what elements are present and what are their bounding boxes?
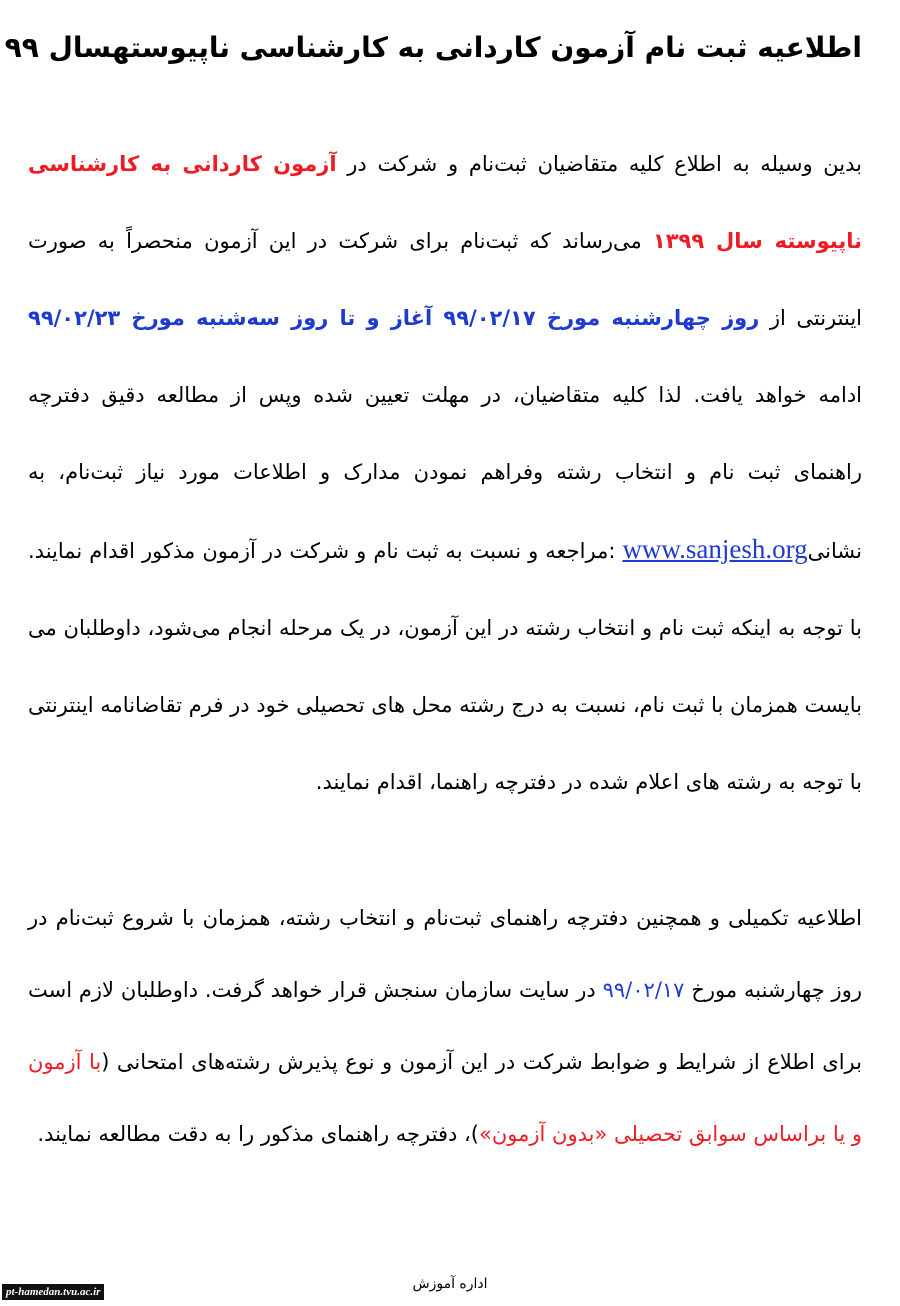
text-segment: )، دفترچه راهنمای مذکور را به دقت مطالعه نمایند. [37, 1122, 479, 1146]
date-highlight: ۹۹/۰۲/۱۷ [602, 978, 685, 1002]
text-segment: بدین وسیله به اطلاع کلیه متقاضیان ثبت‌نام و شرکت در [336, 152, 863, 176]
page-title: اطلاعیه ثبت نام آزمون کاردانی به کارشناسی ناپیوستهسال ۹۹ [4, 31, 862, 64]
text-segment: اطلاعیه تکمیلی و همچنین دفترچه راهنمای ثبت‌نام و انتخاب رشته، همزمان با شروع ثبت‌نام در روز چهارشنبه مورخ [28, 906, 862, 1002]
paragraph-registration [28, 126, 862, 821]
text-segment: :مراجعه و نسبت به ثبت نام و شرکت در آزمون مذکور اقدام نمایند. با توجه به اینکه ثبت نام و انتخاب رشته در این آزمون، در یک مرحله انجام می‌شود، داوطلبان می بایست همزمان با ثبت نام، نسبت به درج رشته محل های تحصیلی خود در فرم تقاضانامه اینترنتی با توجه به رشته های اعلام شده در دفترچه راهنما، اقدام نمایند. [27, 539, 862, 794]
text-segment: ادامه خواهد یافت. لذا کلیه متقاضیان، در مهلت تعیین شده وپس از مطالعه دقیق دفترچه راهنمای ثبت نام و انتخاب رشته وفراهم نمودن مدارک و اطلاعات مورد نیاز ثبت‌نام، به نشانی [28, 383, 862, 563]
text-segment: در سایت سازمان سنجش قرار خواهد گرفت. داوطلبان لازم است برای اطلاع از شرایط و ضوابط شرکت در این آزمون و نوع پذیرش رشته‌های امتحانی ( [28, 978, 862, 1074]
site-badge: pt-hamedan.tvu.ac.ir [2, 1284, 104, 1300]
sanjesh-link[interactable]: www.sanjesh.org [622, 534, 808, 564]
exam-name-highlight: آزمون کاردانی به کارشناسی ناپیوسته سال ۱۳۹۹ [28, 152, 862, 253]
footer-department: اداره آموزش [412, 1276, 488, 1292]
admission-type-highlight: با آزمون و یا براساس سوابق تحصیلی «بدون آزمون» [28, 1050, 862, 1146]
date-range-highlight: روز چهارشنبه مورخ ۹۹/۰۲/۱۷ آغاز و تا روز سه‌شنبه مورخ ۹۹/۰۲/۲۳ [28, 306, 760, 330]
paragraph-supplementary [28, 882, 862, 1170]
text-segment: می‌رساند که ثبت‌نام برای شرکت در این آزمون منحصراً به صورت اینترنتی از [28, 229, 863, 330]
